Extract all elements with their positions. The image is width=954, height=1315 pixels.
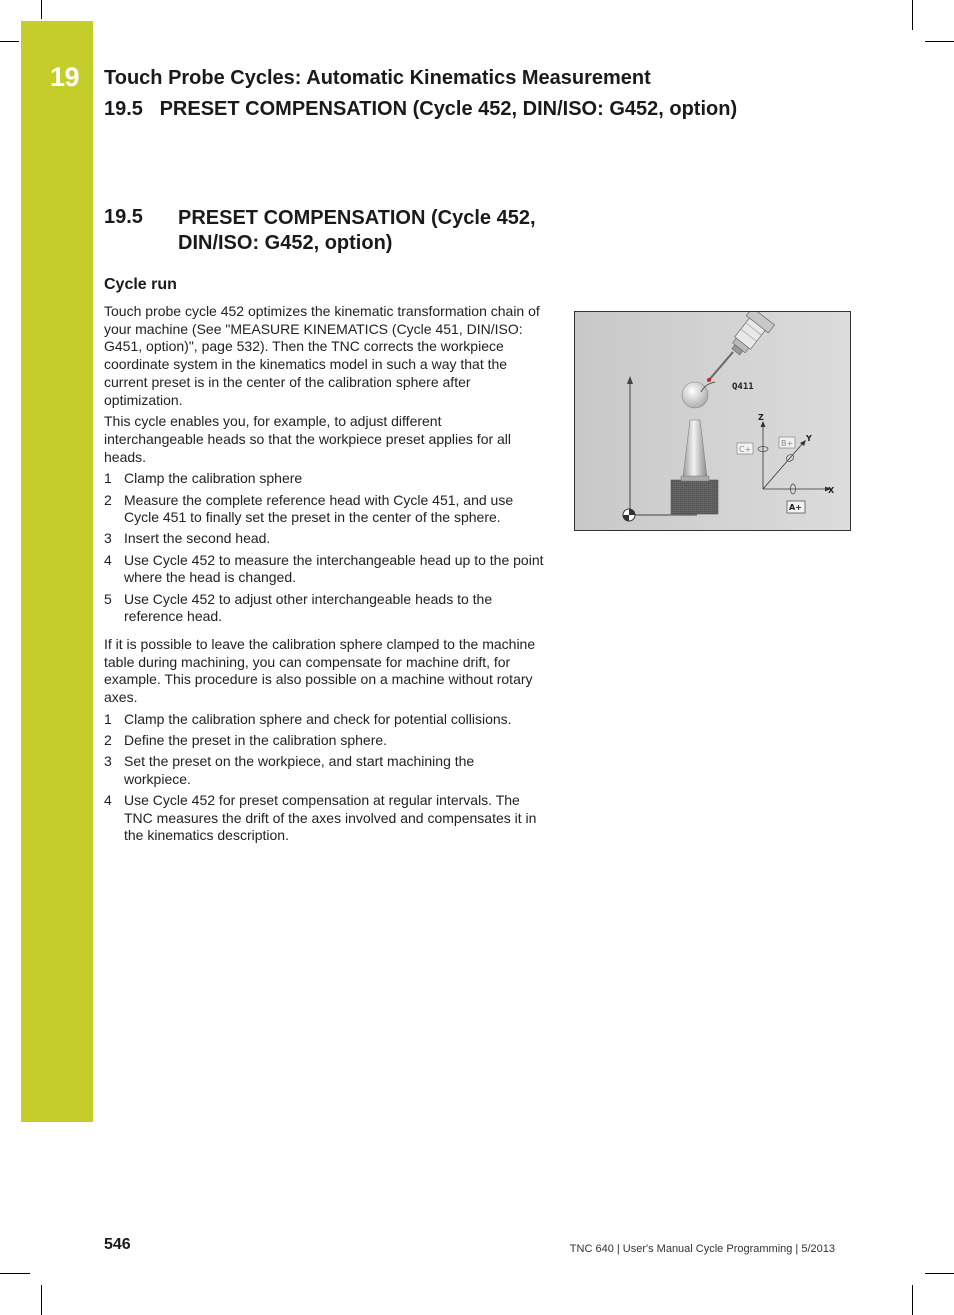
axis-z-label: Z [758, 413, 764, 422]
list-item: 2 Define the preset in the calibration sphere. [104, 731, 388, 748]
rot-c-label: C+ [739, 445, 752, 454]
crop-mark [0, 1273, 30, 1274]
section-number: 19.5 [104, 206, 143, 228]
crop-mark [41, 0, 42, 19]
datum-icon [623, 509, 635, 521]
sphere-base [671, 480, 718, 514]
footer-text: TNC 640 | User's Manual Cycle Programming | 5/2013 [569, 1243, 835, 1255]
crop-mark [925, 1273, 954, 1274]
axis-y-label: Y [806, 434, 812, 443]
steps-list-1 [104, 470, 544, 626]
crop-mark [0, 41, 19, 42]
paragraph: If it is possible to leave the calibration sphere clamped to the machine table during machining, you can compensate for machine drift, for example. This procedure is also possible on a machine without rotary axes. [104, 635, 536, 706]
chapter-number: 19 [50, 62, 80, 92]
rot-b-label: B+ [781, 439, 794, 448]
crop-mark [41, 1285, 42, 1315]
list-item: 3 Insert the second head. [104, 530, 271, 547]
list-item: 1 Clamp the calibration sphere [104, 470, 303, 487]
q411-label: Q411 [732, 382, 754, 392]
chapter-side-bar [21, 21, 93, 1122]
list-item: 5 Use Cycle 452 to adjust other interchangeable heads to the reference head. [104, 590, 493, 625]
section-title: PRESET COMPENSATION (Cycle 452, DIN/ISO: G452, option) [178, 207, 536, 254]
axis-x-label: X [828, 486, 835, 495]
list-item: 2 Measure the complete reference head with Cycle 451, and use Cycle 451 to finally set the preset in the center of the sphere. [104, 491, 514, 526]
list-item: 3 Set the preset on the workpiece, and start machining the workpiece. [104, 753, 475, 787]
list-item: 1 Clamp the calibration sphere and check for potential collisions. [104, 710, 512, 727]
list-item: 4 Use Cycle 452 for preset compensation at regular intervals. The TNC measures the drift of the axes involved and compensates it in the kinematics description. [104, 792, 537, 844]
calibration-sphere [682, 382, 708, 408]
cycle-run-body [104, 303, 544, 845]
probe-illustration [575, 312, 850, 530]
running-header-subtitle: 19.5 PRESET COMPENSATION (Cycle 452, DIN/ISO: G452, option) [104, 98, 738, 120]
cycle-run-heading: Cycle run [104, 276, 177, 293]
probe-figure [574, 311, 851, 531]
crop-mark [925, 41, 954, 42]
running-header-title: Touch Probe Cycles: Automatic Kinematics Measurement [104, 67, 651, 89]
rot-a-label: A+ [789, 503, 802, 512]
list-item: 4 Use Cycle 452 to measure the interchangeable head up to the point where the head is changed. [104, 551, 544, 586]
probe-tip [707, 378, 711, 382]
steps-list-2 [104, 711, 544, 845]
paragraph: This cycle enables you, for example, to adjust different interchangeable heads so that the workpiece preset applies for all heads. [104, 413, 512, 465]
crop-mark [912, 0, 913, 30]
crop-mark [912, 1285, 913, 1315]
paragraph: Touch probe cycle 452 optimizes the kinematic transformation chain of your machine (See "MEASURE KINEMATICS (Cycle 451, DIN/ISO: G451, option)", page 532). Then the TNC corrects the workpiece coordinate system in the kinematics model in such a way that the current preset is in the center of the calibration sphere after optimization. [104, 303, 540, 408]
page-number: 546 [104, 1236, 131, 1253]
